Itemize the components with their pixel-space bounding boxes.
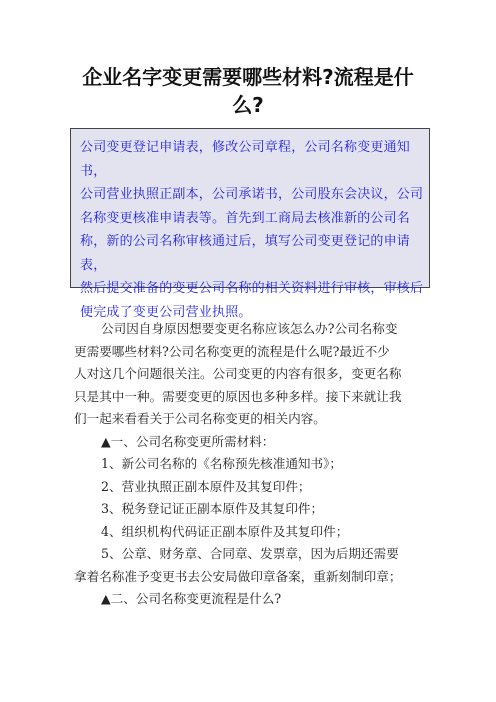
intro-line: 公司因自身原因想要变更名称应该怎么办?公司名称变 xyxy=(101,321,398,336)
title-line-2: 么? xyxy=(232,93,264,117)
intro-line: 们一起来看看关于公司名称变更的相关内容。 xyxy=(74,411,326,426)
summary-box xyxy=(70,128,430,320)
summary-line: 公司营业执照正副本，公司承诺书，公司股东会决议，公司 xyxy=(80,187,424,202)
summary-line: 称，新的公司名称审核通过后，填写公司变更登记的申请表， xyxy=(80,234,411,273)
title-line-1: 企业名字变更需要哪些材料?流程是什 xyxy=(82,65,414,89)
intro-line: 只是其中一种。需要变更的原因也多种多样。接下来就让我 xyxy=(74,388,402,404)
material-item: 4、组织机构代码证正副本原件及其复印件； xyxy=(101,523,349,539)
section-2-heading: ▲二、公司名称变更流程是什么? xyxy=(101,591,282,606)
intro-line: 更需要哪些材料?公司名称变更的流程是什么呢?最近不少 xyxy=(74,343,390,359)
summary-line: 便完成了变更公司营业执照。 xyxy=(80,304,252,320)
summary-line: 名称变更核准申请表等。首先到工商局去核准新的公司名 xyxy=(80,210,411,226)
summary-line: 然后提交准备的变更公司名称的相关资料进行审核，审核后 xyxy=(80,281,424,296)
article-body xyxy=(74,318,430,611)
summary-line: 公司变更登记申请表，修改公司章程，公司名称变更通知书， xyxy=(80,140,411,179)
material-item: 1、新公司名称的《名称预先核准通知书》； xyxy=(101,456,342,471)
material-item: 3、税务登记证正副本原件及其复印件； xyxy=(101,501,324,516)
document-title xyxy=(70,63,426,119)
material-item: 2、营业执照正副本原件及其复印件； xyxy=(101,478,311,494)
material-item-5: 5、公章、财务章、合同章、发票章，因为后期还需要 xyxy=(101,546,399,561)
section-1-heading: ▲一、公司名称变更所需材料： xyxy=(101,433,275,449)
intro-line: 人对这几个问题很关注。公司变更的内容有很多，变更名称 xyxy=(74,366,402,381)
material-item-5-continued: 拿着名称准予变更书去公安局做印章备案，重新刻制印章； xyxy=(74,568,402,584)
